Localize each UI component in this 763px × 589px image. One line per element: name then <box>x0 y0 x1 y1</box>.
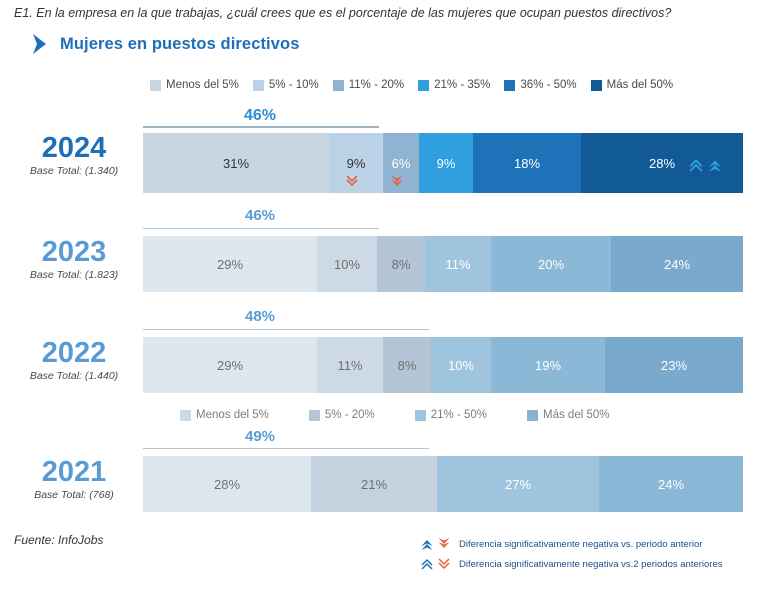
legend-swatch <box>415 410 426 421</box>
legend-label: Menos del 5% <box>196 409 269 421</box>
legend-item <box>415 409 487 421</box>
bar-segment[interactable]: 27% <box>437 456 599 512</box>
row-label-2021 <box>8 458 140 501</box>
chart-title-row <box>30 32 299 56</box>
year-label: 2024 <box>41 132 107 164</box>
year-label: 2023 <box>41 236 107 268</box>
legend-label: 11% - 20% <box>348 79 405 91</box>
legend-item <box>333 79 404 91</box>
bar-segment[interactable]: 10% <box>317 236 377 292</box>
legend-item <box>527 409 609 421</box>
base-total-label: Base Total: (1.440) <box>29 370 119 382</box>
legend-swatch <box>333 80 344 91</box>
row-label-2024 <box>8 134 140 177</box>
bar-segment[interactable]: 28% <box>581 133 743 193</box>
bar-segment[interactable]: 9% <box>419 133 473 193</box>
bar-segment[interactable]: 29% <box>143 337 317 393</box>
highlight-percent-2023: 46% <box>244 207 276 224</box>
legend-swatch <box>527 410 538 421</box>
footnote-icons <box>420 537 451 551</box>
footnote-row <box>420 537 723 551</box>
bar-segment[interactable]: 24% <box>599 456 743 512</box>
legend-item <box>150 79 239 91</box>
highlight-rule-2023 <box>143 228 379 229</box>
outline-up-arrow-icon <box>688 157 704 173</box>
legend-label: 5% - 10% <box>268 79 319 91</box>
legend-label: 21% - 50% <box>430 409 487 421</box>
base-total-label: Base Total: (1.823) <box>29 269 119 281</box>
legend-item <box>418 79 490 91</box>
footnote-label: Diferencia significativamente negativa vs.2 periodos anteriores <box>459 558 723 570</box>
filled-down-arrow-icon <box>437 537 451 551</box>
legend-swatch <box>504 80 515 91</box>
highlight-percent-2021: 49% <box>244 428 276 445</box>
footnote-row <box>420 557 723 571</box>
bar-segment[interactable]: 28% <box>143 456 311 512</box>
filled-down-arrow-icon <box>390 173 404 187</box>
stacked-bar-2021 <box>143 456 743 512</box>
outline-down-arrow-icon <box>345 173 359 187</box>
legend-item <box>180 409 269 421</box>
row-label-2023 <box>8 238 140 281</box>
outline-up-arrow-icon <box>420 557 434 571</box>
legend-item <box>504 79 576 91</box>
bar-segment[interactable]: 10% <box>431 337 491 393</box>
footnote-block <box>420 537 723 577</box>
source-label: Fuente: InfoJobs <box>14 533 104 547</box>
legend-swatch <box>591 80 602 91</box>
highlight-rule-2022 <box>143 329 429 330</box>
highlight-percent-2024: 46% <box>243 107 277 124</box>
bar-segment[interactable]: 11% <box>317 337 383 393</box>
legend-label: Más del 50% <box>606 79 674 91</box>
legend-label: 5% - 20% <box>324 409 375 421</box>
bar-segment[interactable]: 8% <box>377 236 425 292</box>
legend-item <box>253 79 319 91</box>
bar-segment[interactable]: 20% <box>491 236 611 292</box>
chevron-right-icon <box>30 32 52 56</box>
legend-swatch <box>253 80 264 91</box>
base-total-label: Base Total: (1.340) <box>29 165 119 177</box>
legend-item <box>591 79 673 91</box>
bar-segment[interactable]: 18% <box>473 133 581 193</box>
stacked-bar-2023 <box>143 236 743 292</box>
legend-label: 36% - 50% <box>520 79 577 91</box>
stacked-bar-2022 <box>143 337 743 393</box>
up-arrow-markers-2024 <box>688 157 723 173</box>
bar-segment[interactable]: 23% <box>605 337 743 393</box>
highlight-percent-2022: 48% <box>244 308 276 325</box>
legend-label: Menos del 5% <box>166 79 239 91</box>
outline-down-arrow-icon <box>437 557 451 571</box>
legend-item <box>309 409 375 421</box>
year-label: 2021 <box>41 456 107 488</box>
legend-swatch <box>309 410 320 421</box>
bar-segment[interactable]: 24% <box>611 236 743 292</box>
filled-up-arrow-icon <box>420 537 434 551</box>
legend-swatch <box>418 80 429 91</box>
bar-segment[interactable]: 11% <box>425 236 491 292</box>
legend-mid <box>180 409 609 421</box>
highlight-rule-2021 <box>143 448 429 449</box>
highlight-rule-2024 <box>143 126 379 128</box>
bar-segment[interactable]: 31% <box>143 133 329 193</box>
footnote-icons <box>420 557 451 571</box>
legend-swatch <box>150 80 161 91</box>
filled-up-arrow-icon <box>707 157 723 173</box>
page-title: Mujeres en puestos directivos <box>60 34 300 53</box>
legend-swatch <box>180 410 191 421</box>
bar-segment[interactable]: 29% <box>143 236 317 292</box>
bar-segment[interactable]: 9% <box>329 133 383 193</box>
question-text: E1. En la empresa en la que trabajas, ¿cuál crees que es el porcentaje de las mujeres que ocupan puestos directivos? <box>14 6 672 20</box>
row-label-2022 <box>8 339 140 382</box>
bar-segment[interactable]: 8% <box>383 337 431 393</box>
stacked-bar-2024 <box>143 133 743 193</box>
legend-label: Más del 50% <box>543 409 610 421</box>
base-total-label: Base Total: (768) <box>34 489 114 501</box>
year-label: 2022 <box>41 337 107 369</box>
bar-segment[interactable]: 6% <box>383 133 419 193</box>
legend-label: 21% - 35% <box>434 79 491 91</box>
bar-segment[interactable]: 21% <box>311 456 437 512</box>
footnote-label: Diferencia significativamente negativa vs. periodo anterior <box>459 538 703 550</box>
legend-top <box>150 79 673 91</box>
bar-segment[interactable]: 19% <box>491 337 605 393</box>
